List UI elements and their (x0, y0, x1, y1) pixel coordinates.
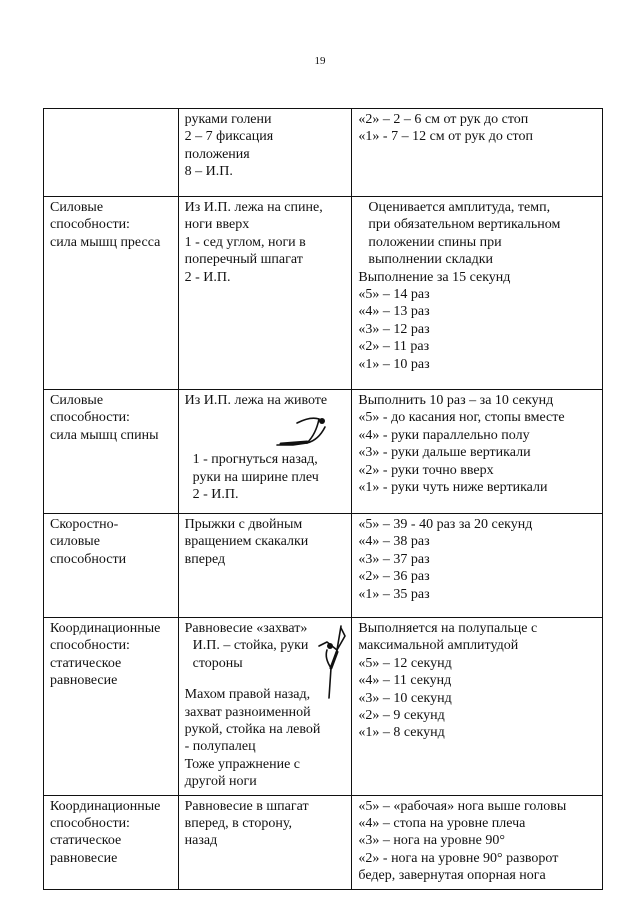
assessment-line: «5» - до касания ног, стопы вместе (358, 410, 565, 426)
ability-line: Координационные (50, 621, 161, 636)
ability-line: сила мышц спины (50, 427, 159, 443)
ability-cell (44, 795, 179, 889)
assessment-line: «4» – стопа на уровне плеча (358, 816, 526, 832)
assessment-line: при обязательном вертикальном (368, 217, 561, 233)
ability-line: равновесие (50, 673, 118, 689)
exercise-line: 8 – И.П. (184, 164, 233, 180)
page-number: 19 (314, 55, 326, 67)
table-row (44, 514, 603, 618)
assessment-line: «2» – 11 раз (358, 339, 430, 355)
ability-cell (44, 197, 179, 390)
assessment-line: «1» - руки чуть ниже вертикали (358, 480, 548, 496)
exercise-line: 1 - сед углом, ноги в (184, 234, 306, 250)
exercise-line: рукой, стойка на левой (184, 722, 321, 738)
assessment-cell (352, 197, 603, 390)
assessment-line: «3» – 37 раз (358, 551, 430, 567)
assessment-line: «2» – 9 секунд (358, 708, 445, 724)
exercise-line: Тоже упражнение с (184, 756, 300, 772)
norms-table (43, 108, 603, 890)
assessment-cell (352, 109, 603, 197)
exercise-line: Равновесие «захват» (184, 621, 308, 636)
assessment-line: «2» – 2 – 6 см от рук до стоп (358, 112, 529, 127)
exercise-line: другой ноги (184, 774, 257, 790)
exercise-line: руками голени (184, 112, 272, 127)
table-row (44, 109, 603, 197)
exercise-line: 2 - И.П. (184, 269, 231, 285)
exercise-line: Махом правой назад, (184, 687, 311, 703)
exercise-line: назад (184, 833, 218, 849)
ability-cell (44, 390, 179, 514)
exercise-cell (178, 390, 352, 514)
assessment-line: бедер, завернутая опорная нога (358, 868, 546, 884)
exercise-line: Равновесие в шпагат (184, 798, 309, 814)
assessment-line: «4» – 11 секунд (358, 673, 452, 689)
exercise-line: вперед, в сторону, (184, 816, 292, 832)
ability-cell (44, 618, 179, 796)
assessment-line: «4» – 13 раз (358, 304, 430, 320)
assessment-line: «3» – 10 секунд (358, 690, 452, 706)
ability-line: Силовые (50, 393, 104, 408)
standing-balance-figure-icon (315, 622, 349, 700)
ability-line: способности: (50, 410, 130, 426)
exercise-line: руки на ширине плеч (192, 469, 319, 485)
table-row (44, 390, 603, 514)
assessment-cell (352, 618, 603, 796)
ability-line: способности: (50, 816, 130, 832)
ability-line: статическое (50, 833, 122, 849)
exercise-line: 2 – 7 фиксация (184, 129, 274, 145)
assessment-line: «4» – 38 раз (358, 534, 430, 550)
assessment-line: «5» – 12 секунд (358, 655, 452, 671)
ability-cell (44, 514, 179, 618)
exercise-line: стороны (192, 655, 243, 671)
exercise-line: ноги вверх (184, 217, 250, 233)
assessment-line: «5» – «рабочая» нога выше головы (358, 798, 567, 814)
assessment-line: «1» - 7 – 12 см от рук до стоп (358, 129, 533, 145)
assessment-line: «3» - руки дальше вертикали (358, 445, 531, 461)
exercise-line: Из И.П. лежа на спине, (184, 200, 323, 215)
assessment-line: «1» – 8 секунд (358, 725, 445, 741)
ability-line: Скоростно- (50, 517, 119, 532)
assessment-line: «5» – 14 раз (358, 287, 430, 303)
ability-line: силовые (50, 534, 100, 550)
assessment-cell (352, 795, 603, 889)
assessment-line: Выполняется на полупальце с (358, 621, 538, 636)
assessment-line: «2» - нога на уровне 90° разворот (358, 850, 559, 866)
ability-line: способности (50, 551, 127, 567)
assessment-line: «1» – 10 раз (358, 356, 430, 372)
exercise-line: поперечный шпагат (184, 252, 303, 268)
assessment-line: положении спины при (368, 234, 502, 250)
exercise-line: 2 - И.П. (192, 487, 239, 503)
assessment-line: Выполнение за 15 секунд (358, 269, 511, 285)
ability-line: способности: (50, 217, 130, 233)
assessment-line: «3» – 12 раз (358, 321, 430, 337)
exercise-cell (178, 514, 352, 618)
exercise-cell (178, 618, 352, 796)
prone-back-arch-figure-icon (185, 409, 341, 451)
ability-line: Силовые (50, 200, 104, 215)
assessment-line: «5» – 39 - 40 раз за 20 секунд (358, 517, 533, 532)
exercise-line: положения (184, 146, 250, 162)
exercise-line: И.П. – стойка, руки (192, 638, 309, 654)
assessment-line: выполнении складки (368, 252, 494, 268)
table-row (44, 795, 603, 889)
assessment-line: Оценивается амплитуда, темп, (368, 200, 551, 215)
assessment-line: максимальной амплитудой (358, 638, 519, 654)
assessment-line: «2» – 36 раз (358, 569, 430, 585)
exercise-line: Из И.П. лежа на животе (184, 393, 328, 408)
table-row (44, 618, 603, 796)
exercise-line: вращением скакалки (184, 534, 309, 550)
assessment-cell (352, 514, 603, 618)
assessment-line: Выполнить 10 раз – за 10 секунд (358, 393, 554, 408)
exercise-line: Прыжки с двойным (184, 517, 303, 532)
ability-line: статическое (50, 655, 122, 671)
assessment-line: «4» - руки параллельно полу (358, 427, 530, 443)
exercise-line: 1 - прогнуться назад, (192, 452, 318, 468)
assessment-line: «1» – 35 раз (358, 586, 430, 602)
exercise-cell (178, 197, 352, 390)
exercise-cell (178, 109, 352, 197)
table-row (44, 197, 603, 390)
assessment-cell (352, 390, 603, 514)
ability-line: способности: (50, 638, 130, 654)
ability-line: равновесие (50, 850, 118, 866)
assessment-line: «3» – нога на уровне 90° (358, 833, 505, 849)
exercise-line: - полупалец (184, 739, 256, 755)
ability-cell (44, 109, 179, 197)
ability-line: сила мышц пресса (50, 234, 161, 250)
ability-line: Координационные (50, 798, 161, 814)
assessment-line: «2» - руки точно вверх (358, 462, 494, 478)
exercise-cell (178, 795, 352, 889)
exercise-line: захват разноименной (184, 704, 311, 720)
exercise-line: вперед (184, 551, 226, 567)
